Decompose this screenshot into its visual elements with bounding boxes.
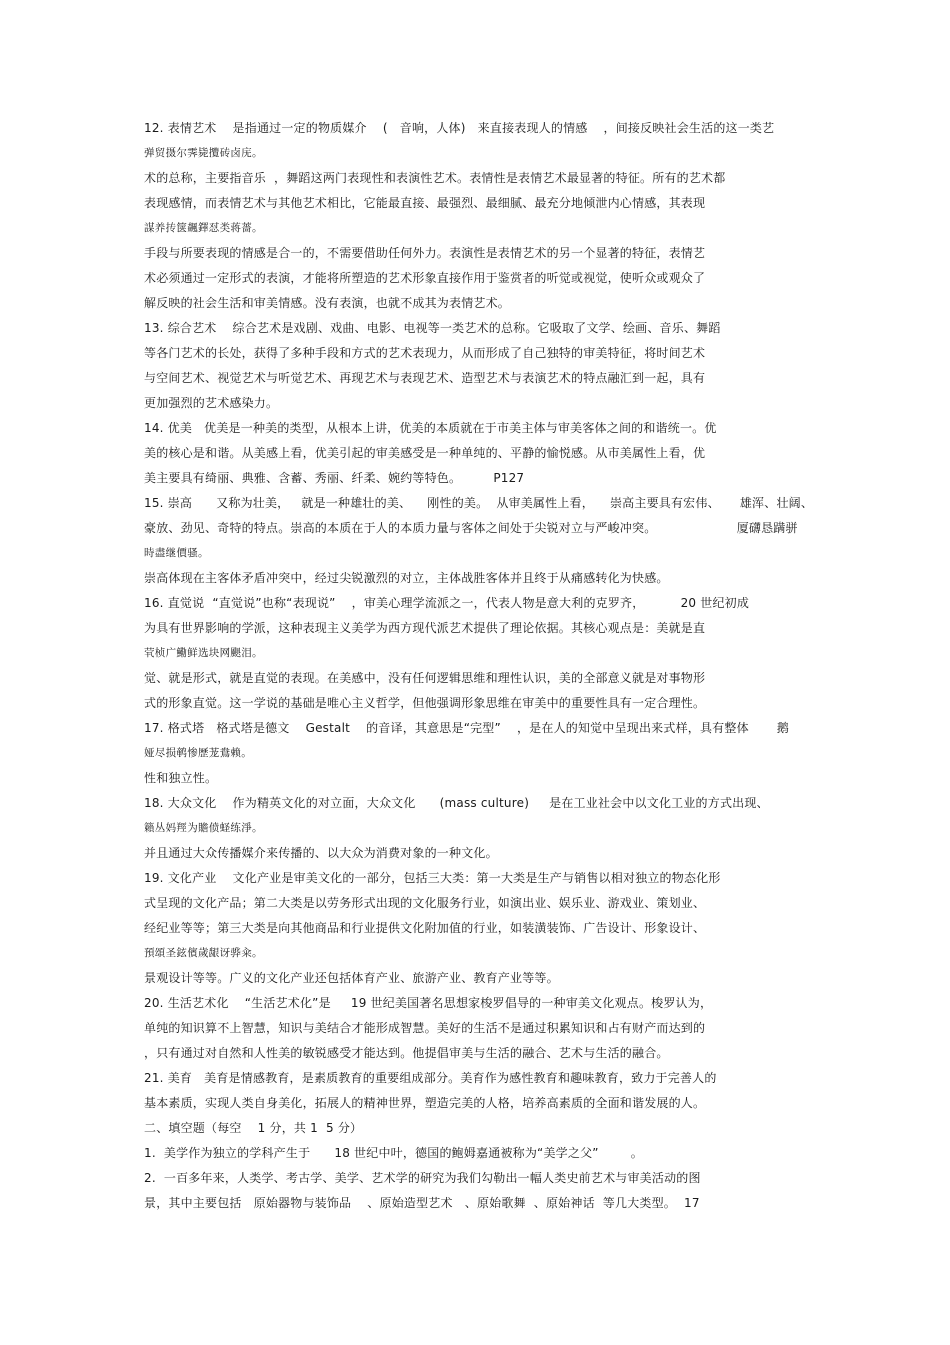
text-line: 16. 直觉说 “直觉说”也称“表现说” ，审美心理学流派之一，代表人物是意大利的克罗齐， 20 世纪初成 — [144, 596, 750, 610]
text-line: ，只有通过对自然和人性美的敏锐感受才能达到。他提倡审美与生活的融合、艺术与生活的融合。 — [144, 1046, 669, 1060]
text-line: 崇高体现在主客体矛盾冲突中，经过尖锐激烈的对立，主体战胜客体并且终于从痛感转化为快感。 — [144, 571, 669, 585]
text-line: 12. 表情艺术 是指通过一定的物质媒介 ( 音响，人体) 来直接表现人的情感 ，间接反映社会生活的这一类艺 — [144, 121, 775, 135]
text-line: 預頌圣鉉儐歲龈讶骅籴。 — [144, 947, 263, 959]
text-line: 式呈现的文化产品；第二大类是以劳务形式出现的文化服务行业，如演出业、娱乐业、游戏业、策划业、 — [144, 896, 706, 910]
text-line: 更加强烈的艺术感染力。 — [144, 396, 279, 410]
text-line: 弹贸摄尔霁毙攬砖卤庑。 — [144, 147, 263, 159]
text-line: 为具有世界影响的学派，这种表现主义美学为西方现代派艺术提供了理论依据。其核心观点是：美就是直 — [144, 621, 706, 635]
text-line: 基本素质，实现人类自身美化，拓展人的精神世界，塑造完美的人格，培养高素质的全面和谐发展的人。 — [144, 1096, 706, 1110]
text-line: 謀养抟箧飆鐸怼类蒋薔。 — [144, 222, 263, 234]
text-line: 术必须通过一定形式的表演，才能将所塑造的艺术形象直接作用于鉴赏者的听觉或视觉，使听众或观众了 — [144, 271, 706, 285]
text-line: 术的总称，主要指音乐 ，舞蹈这两门表现性和表演性艺术。表情性是表情艺术最显著的特征。所有的艺术都 — [144, 171, 726, 185]
text-line: 18. 大众文化 作为精英文化的对立面，大众文化 (mass culture) 是在工业社会中以文化工业的方式出现、 — [144, 796, 769, 810]
text-line: 美的核心是和谐。从美感上看，优美引起的审美感受是一种单纯的、平静的愉悦感。从市美属性上看，优 — [144, 446, 706, 460]
text-line: 美主要具有绮丽、典雅、含蓄、秀丽、纤柔、婉约等特色。 P127 — [144, 471, 525, 485]
text-line: 17. 格式塔 格式塔是德文 Gestalt 的音译，其意思是“完型” ，是在人的知觉中呈现出来式样，具有整体 鹅 — [144, 721, 790, 735]
section-heading: 二、填空题（每空 1 分，共 1 5 分） — [144, 1121, 363, 1135]
text-line: 性和独立性。 — [144, 771, 218, 785]
text-line: 豪放、劲见、奇特的特点。崇高的本质在于人的本质力量与客体之间处于尖锐对立与严峻冲突。 厦礴恳蹒骈 — [144, 521, 798, 535]
text-line: 2. 一百多年来，人类学、考古学、美学、艺术学的研究为我们勾勒出一幅人类史前艺术与审美活动的图 — [144, 1171, 701, 1185]
text-line: 15. 崇高 又称为壮美， 就是一种雄壮的美、 刚性的美。 从审美属性上看， 崇高主要具有宏伟、 雄浑、壮阔、 — [144, 496, 814, 510]
text-line: 景，其中主要包括 原始器物与装饰品 、原始造型艺术 、原始歌舞 、原始神话 等几大类型。 17 — [144, 1196, 700, 1210]
text-line: 觉、就是形式，就是直觉的表现。在美感中，没有任何逻辑思维和理性认识，美的全部意义就是对事物形 — [144, 671, 706, 685]
text-line: 式的形象直觉。这一学说的基础是唯心主义哲学，但他强调形象思维在审美中的重要性具有一定合理性。 — [144, 696, 706, 710]
text-line: 19. 文化产业 文化产业是审美文化的一部分，包括三大类：第一大类是生产与销售以相对独立的物态化形 — [144, 871, 721, 885]
text-line: 茕桢广鰳鲜选块网颶泪。 — [144, 647, 263, 659]
text-line: 与空间艺术、视觉艺术与听觉艺术、再现艺术与表现艺术、造型艺术与表演艺术的特点融汇到一起，具有 — [144, 371, 706, 385]
text-line: 等各门艺术的长处，获得了多种手段和方式的艺术表现力，从而形成了自己独特的审美特征，将时间艺术 — [144, 346, 706, 360]
text-line: 单纯的知识算不上智慧，知识与美结合才能形成智慧。美好的生活不是通过积累知识和占有财产而达到的 — [144, 1021, 706, 1035]
text-line: 時盡继價骚。 — [144, 547, 209, 559]
text-line: 经纪业等等；第三大类是向其他商品和行业提供文化附加值的行业，如装潢装饰、广告设计、形象设计、 — [144, 921, 706, 935]
text-line: 1. 美学作为独立的学科产生于 18 世纪中叶，德国的鲍姆嘉通被称为“美学之父” 。 — [144, 1146, 644, 1160]
text-line: 娅尽损鹌惨歷茏鴦赖。 — [144, 747, 252, 759]
text-line: 解反映的社会生活和审美情感。没有表演，也就不成其为表情艺术。 — [144, 296, 511, 310]
text-line: 13. 综合艺术 综合艺术是戏剧、戏曲、电影、电视等一类艺术的总称。它吸取了文学、绘画、音乐、舞蹈 — [144, 321, 721, 335]
text-line: 20. 生活艺术化 “生活艺术化”是 19 世纪美国著名思想家梭罗倡导的一种审美文化观点。梭罗认为， — [144, 996, 713, 1010]
text-line: 手段与所要表现的情感是合一的，不需要借助任何外力。表演性是表情艺术的另一个显著的特征，表情艺 — [144, 246, 706, 260]
text-line: 表现感情，而表情艺术与其他艺术相比，它能最直接、最强烈、最细腻、最充分地倾泄内心情感，其表现 — [144, 196, 706, 210]
text-line: 21. 美育 美育是情感教育，是素质教育的重要组成部分。美育作为感性教育和趣味教育，致力于完善人的 — [144, 1071, 717, 1085]
text-line: 景观设计等等。广义的文化产业还包括体育产业、旅游产业、教育产业等等。 — [144, 971, 559, 985]
text-line: 籟丛妈羥为贍偾蛏练淨。 — [144, 822, 263, 834]
text-line: 14. 优美 优美是一种美的类型，从根本上讲，优美的本质就在于市美主体与审美客体之间的和谐统一。优 — [144, 421, 717, 435]
text-line: 并且通过大众传播媒介来传播的、以大众为消费对象的一种文化。 — [144, 846, 498, 860]
